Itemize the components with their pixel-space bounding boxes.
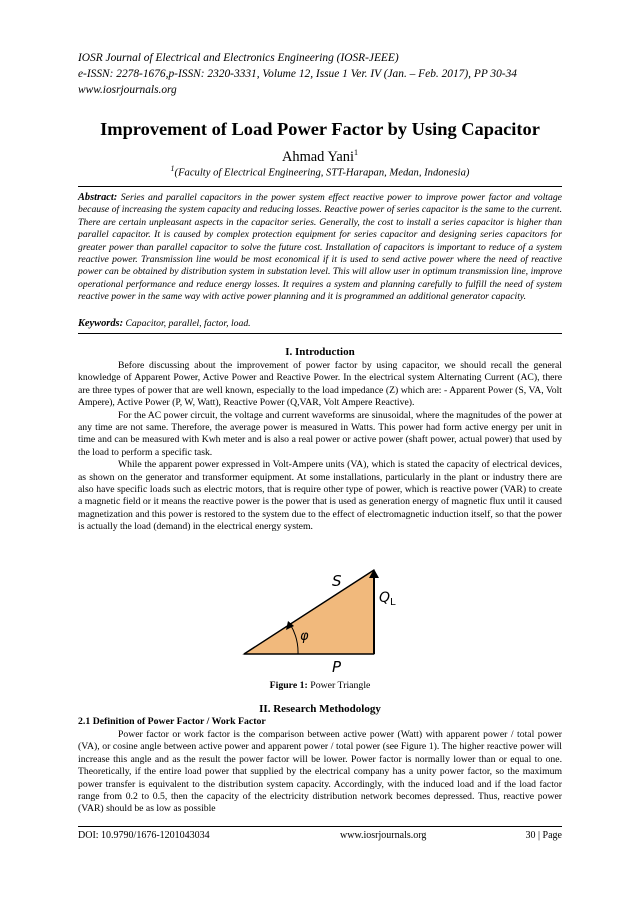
footer-doi: DOI: 10.9790/1676-1201043034 [78, 830, 210, 841]
section-heading-methodology: II. Research Methodology [259, 703, 381, 715]
affiliation [78, 162, 562, 181]
footer-page-number: 30 | Page [525, 830, 562, 841]
figure-caption-text: Power Triangle [307, 680, 371, 691]
abstract [78, 192, 562, 304]
introduction-body [78, 360, 562, 534]
intro-paragraph-2: For the AC power circuit, the voltage and current waveforms are sinusoidal, where the magnitudes of the power at any time are not same. Therefore, the average power is measured in Watts. This power had form active energy per unit in time and can be measured with Kwh meter and is also a real power or active power (shaft power, actual power) that used by the load to perform a specific task. [78, 409, 562, 458]
journal-name: IOSR Journal of Electrical and Electronics Engineering (IOSR-JEEE) [78, 52, 399, 64]
methodology-paragraph-1: Power factor or work factor is the comparison between active power (Watt) with apparent power / total power (VA), or cosine angle between active power and apparent power / total power (see Figure 1). The higher reactive power will increase this angle and as the result the power factor will be lower. Power factor is normally lower than or equal to one. Theoretically, if the entire load power that supplied by the electrical company has a unity power factor, so the maximum power transfer is equivalent to the distribution system capacity. Accordingly, with the induced load and if the load factor range from 0.2 to 0.5, then the capacity of the electricity distribution network becomes depressed. Thus, reactive power (VAR) should be as low as possible [78, 729, 562, 815]
abstract-label: Abstract: [78, 192, 118, 203]
label-q-sub: L [390, 597, 396, 608]
label-q [379, 590, 396, 608]
journal-website: www.iosrjournals.org [78, 84, 177, 96]
author-superscript: 1 [353, 148, 358, 157]
abstract-top-rule [78, 186, 562, 187]
keywords-label: Keywords: [78, 318, 124, 329]
footer-rule [78, 826, 562, 827]
journal-header [78, 50, 578, 98]
methodology-body [78, 729, 562, 816]
power-triangle-figure [240, 566, 410, 678]
label-q-main: Q [379, 590, 391, 606]
label-s: S [332, 572, 342, 590]
journal-issn: e-ISSN: 2278-1676,p-ISSN: 2320-3331, Volume 12, Issue 1 Ver. IV (Jan. – Feb. 2017), PP 30-34 [78, 68, 517, 80]
subsection-heading: 2.1 Definition of Power Factor / Work Factor [78, 716, 266, 727]
figure-caption-label: Figure 1: [269, 680, 308, 691]
footer-website: www.iosrjournals.org [340, 830, 427, 841]
affiliation-text: (Faculty of Electrical Engineering, STT-Harapan, Medan, Indonesia) [174, 167, 470, 179]
author-name: Ahmad Yani [282, 148, 354, 165]
keywords [78, 318, 562, 330]
figure-caption [78, 680, 562, 692]
label-p: P [332, 658, 342, 676]
abstract-text: Series and parallel capacitors in the power system effect reactive power to improve power factor and voltage because of increasing the system capacity and reducing losses. Reactive power of series capacitor is the same to the current. There are certain unpleasant aspects in the capacitor series. Generally, the cost to install a series capacitor is higher than parallel capacitor. It is caused by complex protection equipment for series capacitor and designing series capacitors for greater power than parallel capacitor to solve the future cost. Installation of capacitors is important to reduce of a system reactive power. Transmission line would be most economical if it is used to send active power where the need of reactive power can be obtained by distribution system in substation level. This will allow user in optimum transmission line, improve operational performance and reduce energy losses. It requires a system and planning carefully to fulfill the need of system reactive power in the same way with active power planning and it is programmed an additional generator capacity. [78, 192, 562, 303]
abstract-bottom-rule [78, 333, 562, 334]
intro-paragraph-1: Before discussing about the improvement of power factor by using capacitor, we should recall the general knowledge of Apparent Power, Active Power and Reactive Power. In the electrical system Alternating Current (AC), there are three types of power that are well known, especially to the load impedance (Z) which are: - Apparent Power (S, VA, Volt Ampere), Active Power (P, W, Watt), Reactive Power (Q,VAR, Volt Ampere Reactive). [78, 360, 562, 409]
keywords-text: Capacitor, parallel, factor, load. [123, 318, 251, 329]
intro-paragraph-3: While the apparent power expressed in Volt-Ampere units (VA), which is stated the capacity of electrical devices, as shown on the generator and transformer equipment. At some installations, particularly in the plant or industry there are also have specific loads such as electric motors, that is require other type of power, which is reactive power (VAR) to create a magnetic field or it means the reactive power is the power that is used as generation energy of magnetic flux until it caused magnetization and this power is restored to the system due to the effect of electromagnetic induction itself, so that the power is actually the load (demand) in the electrical energy system. [78, 459, 562, 533]
section-heading-introduction: I. Introduction [285, 346, 355, 358]
affiliation-superscript: 1 [170, 164, 175, 173]
paper-title: Improvement of Load Power Factor by Using Capacitor [100, 119, 540, 139]
label-phi: φ [300, 629, 309, 644]
